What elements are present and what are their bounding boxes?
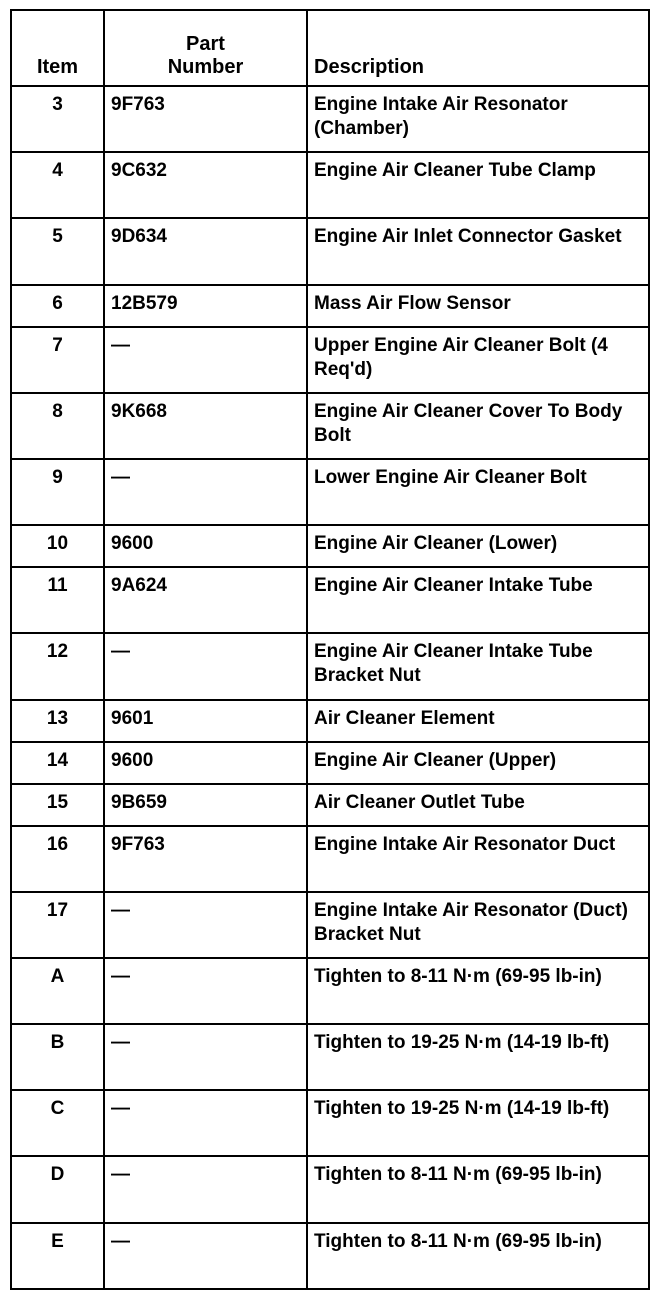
cell-item: 12 bbox=[11, 633, 104, 699]
cell-item: C bbox=[11, 1090, 104, 1156]
cell-part-number: 9600 bbox=[104, 525, 307, 567]
cell-item: 3 bbox=[11, 86, 104, 152]
cell-part-number: — bbox=[104, 459, 307, 525]
cell-part-number: — bbox=[104, 958, 307, 1024]
cell-item: B bbox=[11, 1024, 104, 1090]
cell-description: Engine Air Cleaner Cover To Body Bolt bbox=[307, 393, 649, 459]
cell-part-number: 9K668 bbox=[104, 393, 307, 459]
cell-description: Engine Air Cleaner (Upper) bbox=[307, 742, 649, 784]
cell-item: 13 bbox=[11, 700, 104, 742]
cell-description: Mass Air Flow Sensor bbox=[307, 285, 649, 327]
cell-part-number: 9C632 bbox=[104, 152, 307, 218]
table-row bbox=[11, 393, 649, 459]
cell-item: 15 bbox=[11, 784, 104, 826]
cell-part-number: 9600 bbox=[104, 742, 307, 784]
cell-description: Tighten to 19-25 N·m (14-19 lb-ft) bbox=[307, 1024, 649, 1090]
header-description: Description bbox=[307, 10, 649, 86]
cell-description: Engine Intake Air Resonator Duct bbox=[307, 826, 649, 892]
table-row bbox=[11, 1223, 649, 1289]
table-row bbox=[11, 742, 649, 784]
cell-item: 5 bbox=[11, 218, 104, 284]
cell-description: Upper Engine Air Cleaner Bolt (4 Req'd) bbox=[307, 327, 649, 393]
table-header-row bbox=[11, 10, 649, 86]
table-row bbox=[11, 892, 649, 958]
header-item: Item bbox=[11, 10, 104, 86]
cell-description: Air Cleaner Element bbox=[307, 700, 649, 742]
cell-description: Tighten to 8-11 N·m (69-95 lb-in) bbox=[307, 1156, 649, 1222]
cell-description: Tighten to 8-11 N·m (69-95 lb-in) bbox=[307, 1223, 649, 1289]
cell-item: 8 bbox=[11, 393, 104, 459]
cell-part-number: 9F763 bbox=[104, 826, 307, 892]
cell-part-number: — bbox=[104, 633, 307, 699]
cell-item: 14 bbox=[11, 742, 104, 784]
parts-table-container bbox=[10, 9, 648, 1290]
table-row bbox=[11, 1156, 649, 1222]
cell-part-number: — bbox=[104, 327, 307, 393]
cell-part-number: 9D634 bbox=[104, 218, 307, 284]
table-row bbox=[11, 1024, 649, 1090]
parts-table bbox=[10, 9, 650, 1290]
table-row bbox=[11, 86, 649, 152]
table-row bbox=[11, 1090, 649, 1156]
cell-item: 10 bbox=[11, 525, 104, 567]
table-row bbox=[11, 218, 649, 284]
table-row bbox=[11, 784, 649, 826]
table-body bbox=[11, 86, 649, 1289]
cell-part-number: — bbox=[104, 1156, 307, 1222]
cell-part-number: — bbox=[104, 1024, 307, 1090]
cell-item: A bbox=[11, 958, 104, 1024]
cell-description: Engine Intake Air Resonator (Duct) Bracket Nut bbox=[307, 892, 649, 958]
cell-description: Engine Air Cleaner Tube Clamp bbox=[307, 152, 649, 218]
cell-part-number: 12B579 bbox=[104, 285, 307, 327]
cell-description: Engine Air Cleaner Intake Tube Bracket Nut bbox=[307, 633, 649, 699]
cell-part-number: 9B659 bbox=[104, 784, 307, 826]
table-row bbox=[11, 958, 649, 1024]
table-row bbox=[11, 152, 649, 218]
cell-item: 9 bbox=[11, 459, 104, 525]
cell-part-number: 9601 bbox=[104, 700, 307, 742]
cell-description: Engine Air Inlet Connector Gasket bbox=[307, 218, 649, 284]
table-row bbox=[11, 525, 649, 567]
cell-item: D bbox=[11, 1156, 104, 1222]
cell-description: Tighten to 19-25 N·m (14-19 lb-ft) bbox=[307, 1090, 649, 1156]
cell-item: E bbox=[11, 1223, 104, 1289]
cell-item: 7 bbox=[11, 327, 104, 393]
cell-part-number: — bbox=[104, 1223, 307, 1289]
header-part-number bbox=[104, 10, 307, 86]
cell-item: 4 bbox=[11, 152, 104, 218]
cell-item: 6 bbox=[11, 285, 104, 327]
cell-description: Engine Air Cleaner Intake Tube bbox=[307, 567, 649, 633]
cell-description: Tighten to 8-11 N·m (69-95 lb-in) bbox=[307, 958, 649, 1024]
header-part-line1: Part bbox=[186, 33, 225, 55]
table-row bbox=[11, 700, 649, 742]
table-row bbox=[11, 327, 649, 393]
table-row bbox=[11, 826, 649, 892]
header-part-line2: Number bbox=[167, 56, 244, 78]
cell-part-number: 9A624 bbox=[104, 567, 307, 633]
table-row bbox=[11, 459, 649, 525]
cell-description: Engine Intake Air Resonator (Chamber) bbox=[307, 86, 649, 152]
cell-description: Lower Engine Air Cleaner Bolt bbox=[307, 459, 649, 525]
cell-description: Air Cleaner Outlet Tube bbox=[307, 784, 649, 826]
cell-description: Engine Air Cleaner (Lower) bbox=[307, 525, 649, 567]
cell-part-number: — bbox=[104, 892, 307, 958]
cell-part-number: — bbox=[104, 1090, 307, 1156]
cell-item: 16 bbox=[11, 826, 104, 892]
cell-part-number: 9F763 bbox=[104, 86, 307, 152]
table-row bbox=[11, 567, 649, 633]
table-row bbox=[11, 285, 649, 327]
cell-item: 11 bbox=[11, 567, 104, 633]
table-row bbox=[11, 633, 649, 699]
cell-item: 17 bbox=[11, 892, 104, 958]
